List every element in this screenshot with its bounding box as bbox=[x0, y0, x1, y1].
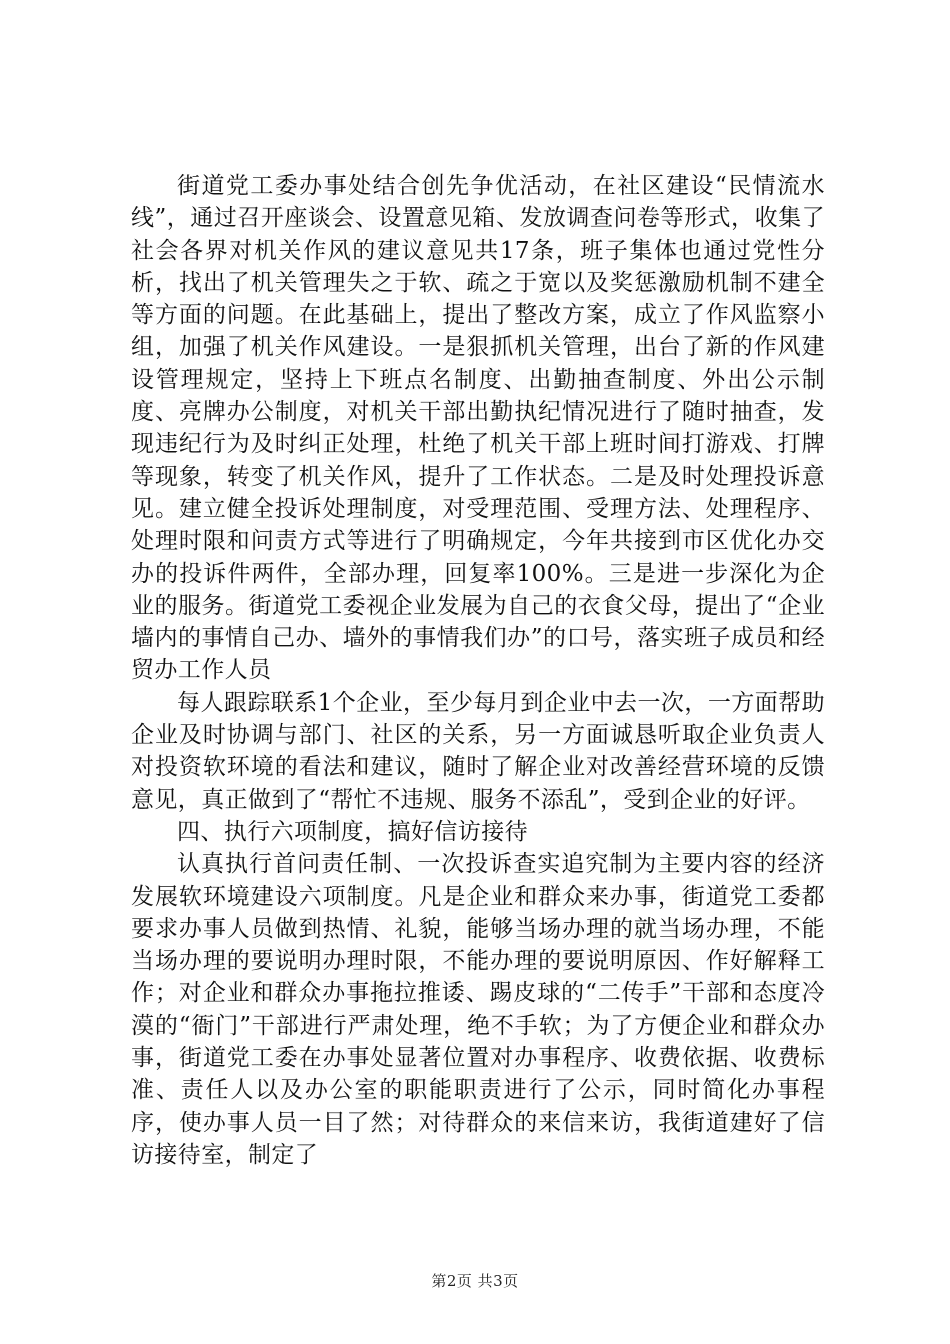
page-footer: 第2页 共3页 bbox=[431, 1272, 519, 1290]
paragraph-six-systems: 认真执行首问责任制、一次投诉查实追究制为主要内容的经济发展软环境建设六项制度。凡是企业和群众来办事，街道党工委都要求办事人员做到热情、礼貌，能够当场办理的就当场办理，不能当场办理的要说明办理时限，不能办理的要说明原因、作好解释工作；对企业和群众办事拖拉推诿、踢皮球的“二传手”干部和态度冷漠的“衙门”干部进行严肃处理，绝不手软；为了方便企业和群众办事，街道党工委在办事处显著位置对办事程序、收费依据、收费标准、责任人以及办公室的职能职责进行了公示，同时简化办事程序，使办事人员一目了然；对待群众的来信来访，我街道建好了信访接待室，制定了 bbox=[131, 851, 825, 1168]
paragraph-enterprise-contact: 每人跟踪联系1个企业，至少每月到企业中去一次，一方面帮助企业及时协调与部门、社区的关系，另一方面诚恳听取企业负责人对投资软环境的看法和建议，随时了解企业对改善经营环境的反馈意见，真正做到了“帮忙不违规、服务不添乱”，受到企业的好评。 bbox=[131, 689, 825, 813]
paragraph-work-style: 街道党工委办事处结合创先争优活动，在社区建设“民情流水线”，通过召开座谈会、设置意见箱、发放调查问卷等形式，收集了社会各界对机关作风的建议意见共17条，班子集体也通过党性分析，找出了机关管理失之于软、疏之于宽以及奖惩激励机制不建全等方面的问题。在此基础上，提出了整改方案，成立了作风监察小组，加强了机关作风建设。一是狠抓机关管理，出台了新的作风建设管理规定，坚持上下班点名制度、出勤抽查制度、外出公示制度、亮牌办公制度，对机关干部出勤执纪情况进行了随时抽查，发现违纪行为及时纠正处理，杜绝了机关干部上班时间打游戏、打牌等现象，转变了机关作风，提升了工作状态。二是及时处理投诉意见。建立健全投诉处理制度，对受理范围、受理方法、处理程序、处理时限和问责方式等进行了明确规定，今年共接到市区优化办交办的投诉件两件，全部办理，回复率100%。三是进一步深化为企业的服务。街道党工委视企业发展为自己的衣食父母，提出了“企业墙内的事情自己办、墙外的事情我们办”的口号，落实班子成员和经贸办工作人员 bbox=[131, 173, 825, 684]
document-body bbox=[131, 170, 825, 1171]
section-heading: 四、执行六项制度，搞好信访接待 bbox=[177, 818, 528, 845]
